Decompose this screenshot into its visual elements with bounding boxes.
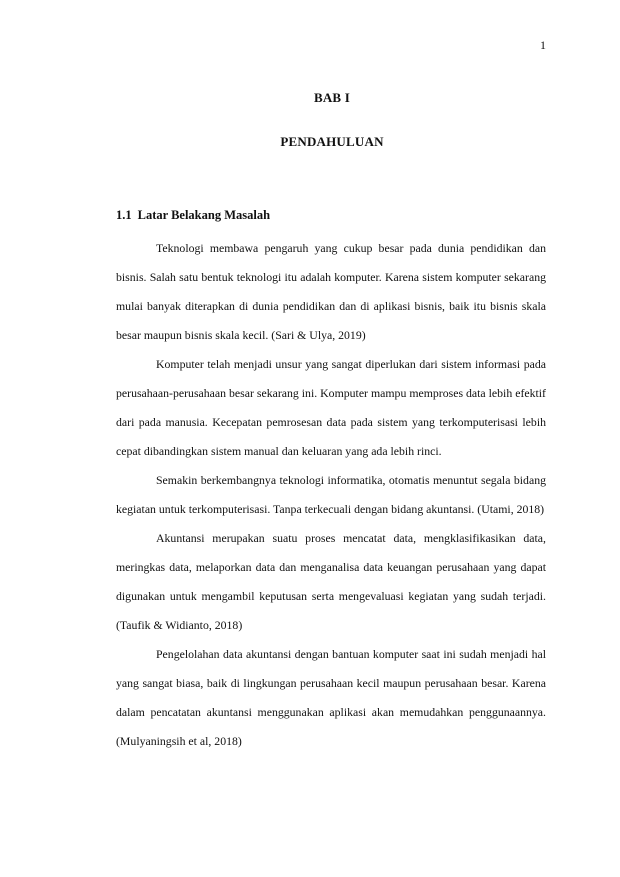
paragraph: Pengelolahan data akuntansi dengan bantuan komputer saat ini sudah menjadi hal yang sangat biasa, baik di lingkungan perusahaan kecil maupun perusahaan besar. Karena dalam pencatatan akuntansi menggunakan aplikasi akan memudahkan penggunaannya. (Mulyaningsih et al, 2018) xyxy=(116,647,546,748)
paragraph: Semakin berkembangnya teknologi informatika, otomatis menuntut segala bidang kegiatan untuk terkomputerisasi. Tanpa terkecuali dengan bidang akuntansi. (Utami, 2018) xyxy=(116,473,546,516)
section-number: 1.1 xyxy=(116,208,132,222)
chapter-title: PENDAHULUAN xyxy=(280,134,384,149)
section-title: Latar Belakang Masalah xyxy=(137,208,271,222)
paragraph: Teknologi membawa pengaruh yang cukup besar pada dunia pendidikan dan bisnis. Salah satu bentuk teknologi itu adalah komputer. Karena sistem komputer sekarang mulai banyak diterapkan di dunia pendidikan dan di aplikasi bisnis, baik itu bisnis skala besar maupun bisnis skala kecil. (Sari & Ulya, 2019) xyxy=(116,241,546,342)
paragraph: Akuntansi merupakan suatu proses mencatat data, mengklasifikasikan data, meringkas data, melaporkan data dan menganalisa data keuangan perusahaan yang dapat digunakan untuk mengambil keputusan serta mengevaluasi kegiatan yang sudah terjadi. (Taufik & Widianto, 2018) xyxy=(116,531,546,632)
paragraph: Komputer telah menjadi unsur yang sangat diperlukan dari sistem informasi pada perusahaan-perusahaan besar sekarang ini. Komputer mampu memproses data lebih efektif dari pada manusia. Kecepatan pemrosesan data pada sistem yang terkomputerisasi lebih cepat dibandingkan sistem manual dan keluaran yang ada lebih rinci. xyxy=(116,357,546,458)
chapter-number: BAB I xyxy=(313,90,351,105)
section-heading xyxy=(116,208,270,223)
body-text xyxy=(116,234,546,756)
page-number: 1 xyxy=(540,38,546,52)
